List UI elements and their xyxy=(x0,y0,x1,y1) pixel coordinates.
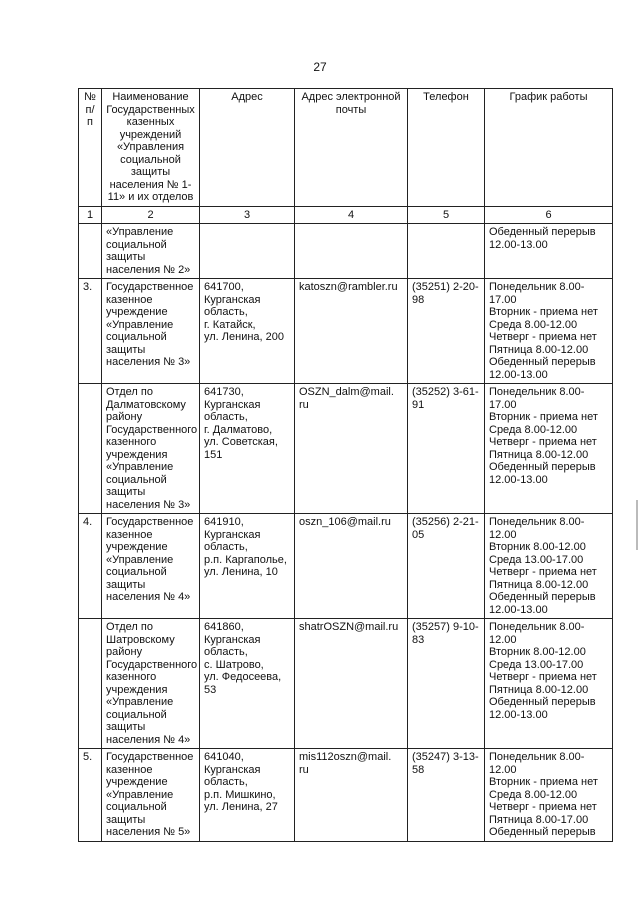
row-email: oszn_106@mail.ru xyxy=(295,514,408,619)
row-name: «Управление социальной защиты населения № 2» xyxy=(102,224,200,279)
row-address: 641730, Курганская область, г. Далматово, ул. Советская, 151 xyxy=(200,384,295,514)
row-address: 641860, Курганская область, с. Шатрово, ул. Федосеева, 53 xyxy=(200,619,295,749)
table-row xyxy=(79,619,613,749)
row-num: 3. xyxy=(79,279,102,384)
row-address: 641700, Курганская область, г. Катайск, ул. Ленина, 200 xyxy=(200,279,295,384)
table-row xyxy=(79,384,613,514)
row-email: katoszn@rambler.ru xyxy=(295,279,408,384)
row-name: Отдел по Шатровскому району Государственного казенного учреждения «Управление социальной защиты населения № 4» xyxy=(102,619,200,749)
column-number: 6 xyxy=(485,206,613,224)
row-num xyxy=(79,384,102,514)
institutions-table xyxy=(78,88,613,842)
column-number: 1 xyxy=(79,206,102,224)
row-phone: (35251) 2-20- 98 xyxy=(408,279,485,384)
row-num: 4. xyxy=(79,514,102,619)
table-row xyxy=(79,224,613,279)
header-schedule: График работы xyxy=(485,89,613,207)
row-schedule: Понедельник 8.00- 12.00 Вторник - приема нет Среда 8.00-12.00 Четверг - приема нет Пятница 8.00-17.00 Обеденный перерыв xyxy=(485,749,613,842)
row-address: 641910, Курганская область, р.п. Каргаполье, ул. Ленина, 10 xyxy=(200,514,295,619)
row-schedule: Понедельник 8.00- 12.00 Вторник 8.00-12.00 Среда 13.00-17.00 Четверг - приема нет Пятница 8.00-12.00 Обеденный перерыв 12.00-13.00 xyxy=(485,619,613,749)
column-number-row xyxy=(79,206,613,224)
header-email: Адрес электронной почты xyxy=(295,89,408,207)
table-row xyxy=(79,514,613,619)
row-phone: (35256) 2-21- 05 xyxy=(408,514,485,619)
column-number: 3 xyxy=(200,206,295,224)
column-number: 2 xyxy=(102,206,200,224)
row-address xyxy=(200,224,295,279)
row-name: Государственное казенное учреждение «Управление социальной защиты населения № 5» xyxy=(102,749,200,842)
column-number: 5 xyxy=(408,206,485,224)
scan-edge-mark xyxy=(636,500,638,550)
row-name: Государственное казенное учреждение «Управление социальной защиты населения № 4» xyxy=(102,514,200,619)
row-email: OSZN_dalm@mail. ru xyxy=(295,384,408,514)
header-name: Наименование Государственных казенных учреждений «Управления социальной защиты населения № 1- 11» и их отделов xyxy=(102,89,200,207)
row-phone: (35247) 3-13- 58 xyxy=(408,749,485,842)
row-phone xyxy=(408,224,485,279)
row-schedule: Обеденный перерыв 12.00-13.00 xyxy=(485,224,613,279)
row-num: 5. xyxy=(79,749,102,842)
header-address: Адрес xyxy=(200,89,295,207)
row-schedule: Понедельник 8.00- 17.00 Вторник - приема нет Среда 8.00-12.00 Четверг - приема нет Пятница 8.00-12.00 Обеденный перерыв 12.00-13.00 xyxy=(485,279,613,384)
row-name: Государственное казенное учреждение «Управление социальной защиты населения № 3» xyxy=(102,279,200,384)
row-schedule: Понедельник 8.00- 12.00 Вторник 8.00-12.00 Среда 13.00-17.00 Четверг - приема нет Пятница 8.00-12.00 Обеденный перерыв 12.00-13.00 xyxy=(485,514,613,619)
row-email: mis112oszn@mail. ru xyxy=(295,749,408,842)
page-number: 27 xyxy=(313,60,327,74)
header-row xyxy=(79,89,613,207)
column-number: 4 xyxy=(295,206,408,224)
row-address: 641040, Курганская область, р.п. Мишкино, ул. Ленина, 27 xyxy=(200,749,295,842)
header-phone: Телефон xyxy=(408,89,485,207)
table-row xyxy=(79,279,613,384)
table-row xyxy=(79,749,613,842)
row-name: Отдел по Далматовскому району Государственного казенного учреждения «Управление социальной защиты населения № 3» xyxy=(102,384,200,514)
row-email xyxy=(295,224,408,279)
row-email: shatrOSZN@mail.ru xyxy=(295,619,408,749)
row-num xyxy=(79,224,102,279)
row-phone: (35252) 3-61- 91 xyxy=(408,384,485,514)
header-num: № п/п xyxy=(79,89,102,207)
row-phone: (35257) 9-10- 83 xyxy=(408,619,485,749)
row-num xyxy=(79,619,102,749)
row-schedule: Понедельник 8.00- 17.00 Вторник - приема нет Среда 8.00-12.00 Четверг - приема нет Пятница 8.00-12.00 Обеденный перерыв 12.00-13.00 xyxy=(485,384,613,514)
